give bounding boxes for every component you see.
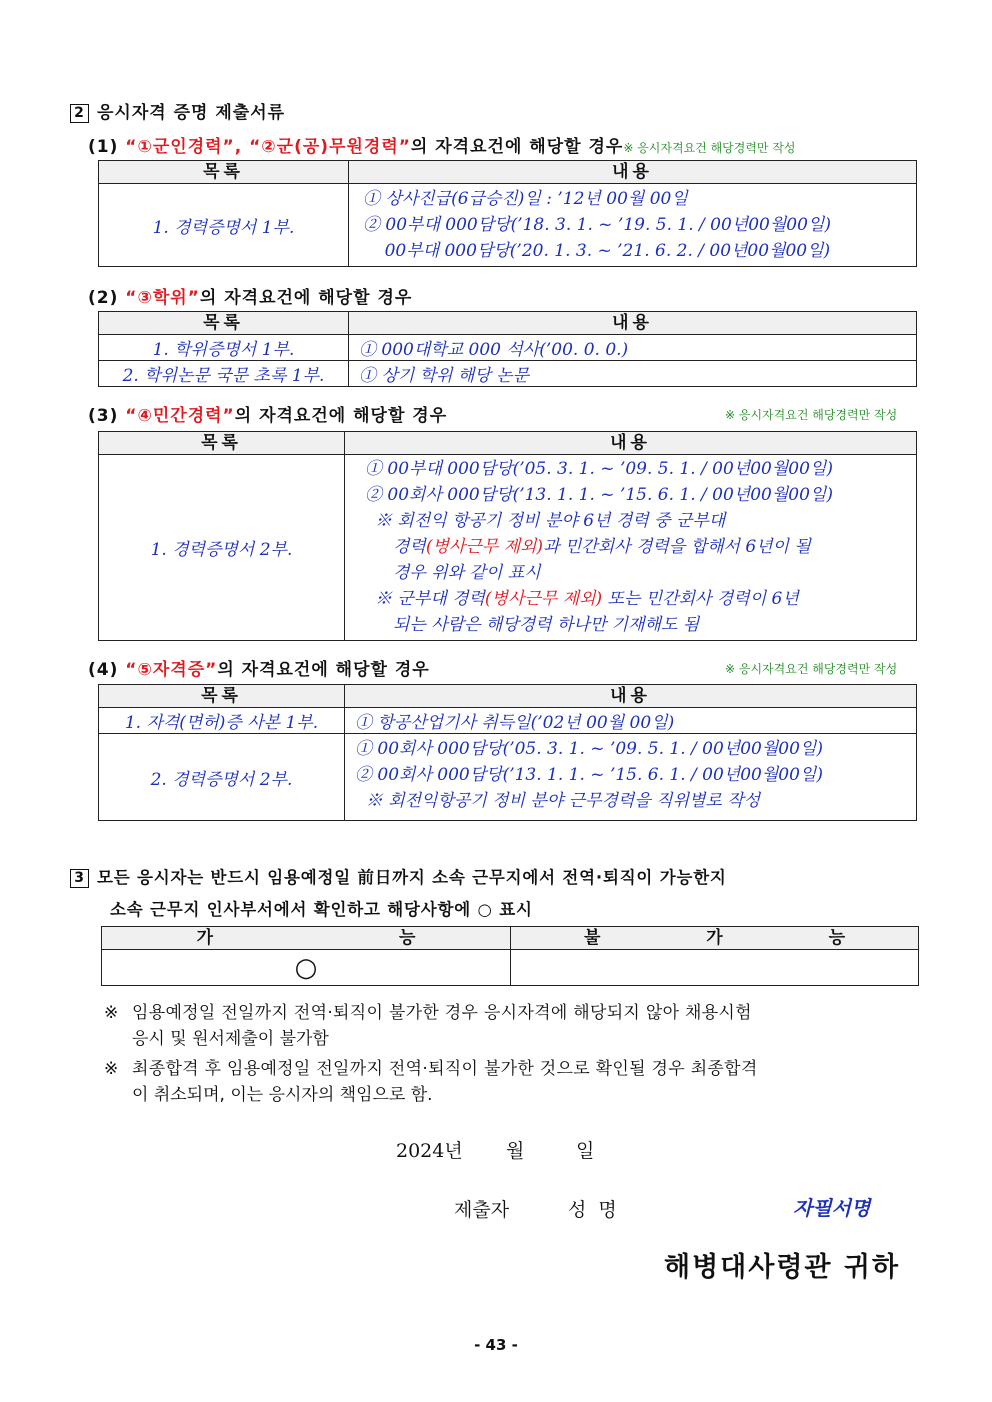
sub1-line-1: ① 상사진급(6급승진)일 : ’12년 00월 00일 [363, 189, 688, 209]
sub4-header-list: 목록 [99, 685, 345, 708]
addressee: 해병대사령관 귀하 [664, 1252, 901, 1283]
sub3-note2-b: 되는 사람은 해당경력 하나만 기재해도 됨 [393, 615, 700, 635]
sub3-prefix: (3) [88, 406, 126, 426]
section-2-title [70, 98, 285, 123]
section-3-line1 [70, 864, 727, 888]
sub1-table [98, 160, 917, 267]
sub1-note: ※ 응시자격요건 해당경력만 작성 [623, 141, 796, 155]
section-3-line2: 소속 근무지 인사부서에서 확인하고 해당사항에 ○ 표시 [110, 900, 533, 919]
sub3-note1-a: ※ 회전익 항공기 정비 분야 6년 경력 중 군부대 [375, 511, 726, 531]
sub2-header-list: 목록 [99, 312, 349, 335]
header-impossible: 불 가 능 [511, 927, 919, 950]
sub3-note1-b-post: 과 민간회사 경력을 합해서 6년이 될 [543, 537, 811, 557]
sub1-line-3: 00부대 000담당(’20. 1. 3. ~ ’21. 6. 2. / 00년00월00일) [363, 241, 831, 261]
signature: 자필서명 [793, 1196, 871, 1220]
signer-name-label: 성 명 [568, 1199, 617, 1221]
sub3-note2-a-pre: ※ 군부대 경력 [375, 589, 485, 609]
note-2-text-b: 이 취소되며, 이는 응시자의 책임으로 함. [132, 1085, 433, 1105]
availability-table [101, 926, 919, 986]
sub4-title [88, 655, 430, 680]
sub2-suffix: 의 자격요건에 해당할 경우 [199, 288, 413, 308]
impossible-mark-cell[interactable] [511, 950, 919, 986]
sub1-title [88, 132, 796, 157]
sub1-suffix: 의 자격요건에 해당할 경우 [410, 137, 624, 157]
date-month: 월 [506, 1140, 525, 1162]
sub4-row2-content [345, 734, 917, 821]
sub3-note2-a-red: (병사근무 제외) [484, 589, 603, 609]
sub3-row-content [345, 455, 917, 641]
sub3-note2-a-post: 또는 민간회사 경력이 6년 [602, 589, 799, 609]
sub2-title [88, 283, 412, 308]
sub1-row-item: 1. 경력증명서 1부. [99, 184, 349, 267]
section-2-title-text: 응시자격 증명 제출서류 [97, 103, 286, 123]
sub2-table [98, 311, 917, 387]
note-2-text-a: 최종합격 후 임용예정일 전일까지 전역·퇴직이 불가한 것으로 확인될 경우 최종합격 [132, 1059, 758, 1079]
sub3-line-2: ② 00회사 000담당(’13. 1. 1. ~ ’15. 6. 1. / 00년00월00일) [365, 485, 833, 505]
sub3-row-item: 1. 경력증명서 2부. [99, 455, 345, 641]
header-possible: 가 능 [102, 927, 511, 950]
note-1-mark: ※ [104, 1003, 119, 1023]
sub3-note: ※ 응시자격요건 해당경력만 작성 [725, 408, 898, 422]
sub1-row-content [349, 184, 917, 267]
possible-mark-cell[interactable]: ○ [102, 950, 511, 986]
sub3-table [98, 431, 917, 641]
section-3-note-1 [104, 1000, 920, 1052]
sub3-title [88, 401, 447, 426]
sub4-line-3: ※ 회전익항공기 정비 분야 근무경력을 직위별로 작성 [355, 791, 761, 811]
sub3-highlight: “④민간경력” [125, 406, 235, 426]
sub2-highlight: “③학위” [125, 288, 200, 308]
sub3-header-content: 내용 [345, 432, 917, 455]
section-3-number: 3 [70, 869, 89, 888]
sub4-note: ※ 응시자격요건 해당경력만 작성 [725, 662, 898, 676]
sub1-header-content: 내용 [349, 161, 917, 184]
sub4-highlight: “⑤자격증” [125, 660, 218, 680]
sub1-header-list: 목록 [99, 161, 349, 184]
sub1-prefix: (1) [88, 137, 126, 157]
date-year: 2024년 [396, 1140, 463, 1162]
section-3-line1-text: 모든 응시자는 반드시 임용예정일 前日까지 소속 근무지에서 전역·퇴직이 가능한지 [97, 868, 727, 887]
section-3-note-2 [104, 1056, 920, 1108]
sub3-note1-b-red: (병사근무 제외) [425, 537, 544, 557]
sub4-table [98, 684, 917, 821]
section-2-number: 2 [70, 104, 89, 123]
date-day: 일 [576, 1140, 595, 1162]
page-number: - 43 - [474, 1336, 518, 1354]
sub3-suffix: 의 자격요건에 해당할 경우 [234, 406, 448, 426]
sub4-prefix: (4) [88, 660, 126, 680]
sub3-note1-c: 경우 위와 같이 표시 [393, 563, 541, 583]
sub2-row1-item: 1. 학위증명서 1부. [99, 335, 349, 361]
sub4-row1-content: ① 항공산업기사 취득일(’02년 00월 00일) [345, 708, 917, 734]
sub4-row1-item: 1. 자격(면허)증 사본 1부. [99, 708, 345, 734]
sub4-line-1: ① 00회사 000담당(’05. 3. 1. ~ ’09. 5. 1. / 00년00월00일) [355, 739, 823, 759]
sub3-note1-b-pre: 경력 [393, 537, 426, 557]
sub1-line-2: ② 00부대 000담당(’18. 3. 1. ~ ’19. 5. 1. / 00년00월00일) [363, 215, 831, 235]
sub2-row2-content: ① 상기 학위 해당 논문 [349, 361, 917, 387]
sub2-row2-item: 2. 학위논문 국문 초록 1부. [99, 361, 349, 387]
sub4-line-2: ② 00회사 000담당(’13. 1. 1. ~ ’15. 6. 1. / 00년00월00일) [355, 765, 823, 785]
note-1-text-b: 응시 및 원서제출이 불가함 [132, 1029, 329, 1049]
sub4-row2-item: 2. 경력증명서 2부. [99, 734, 345, 821]
sub3-note1-b [365, 534, 916, 560]
note-2-mark: ※ [104, 1059, 119, 1079]
note-1-text-a: 임용예정일 전일까지 전역·퇴직이 불가한 경우 응시자격에 해당되지 않아 채용시험 [132, 1003, 752, 1023]
sub3-line-1: ① 00부대 000담당(’05. 3. 1. ~ ’09. 5. 1. / 00년00월00일) [365, 459, 833, 479]
sub1-highlight: “①군인경력”, “②군(공)무원경력” [125, 137, 411, 157]
sub4-header-content: 내용 [345, 685, 917, 708]
sub4-suffix: 의 자격요건에 해당할 경우 [217, 660, 430, 680]
signer-label: 제출자 [454, 1199, 510, 1221]
sub2-row1-content: ① 000대학교 000 석사(’00. 0. 0.) [349, 335, 917, 361]
sub3-header-list: 목록 [99, 432, 345, 455]
sub3-note2-a [365, 586, 916, 612]
sub2-prefix: (2) [88, 288, 126, 308]
sub2-header-content: 내용 [349, 312, 917, 335]
